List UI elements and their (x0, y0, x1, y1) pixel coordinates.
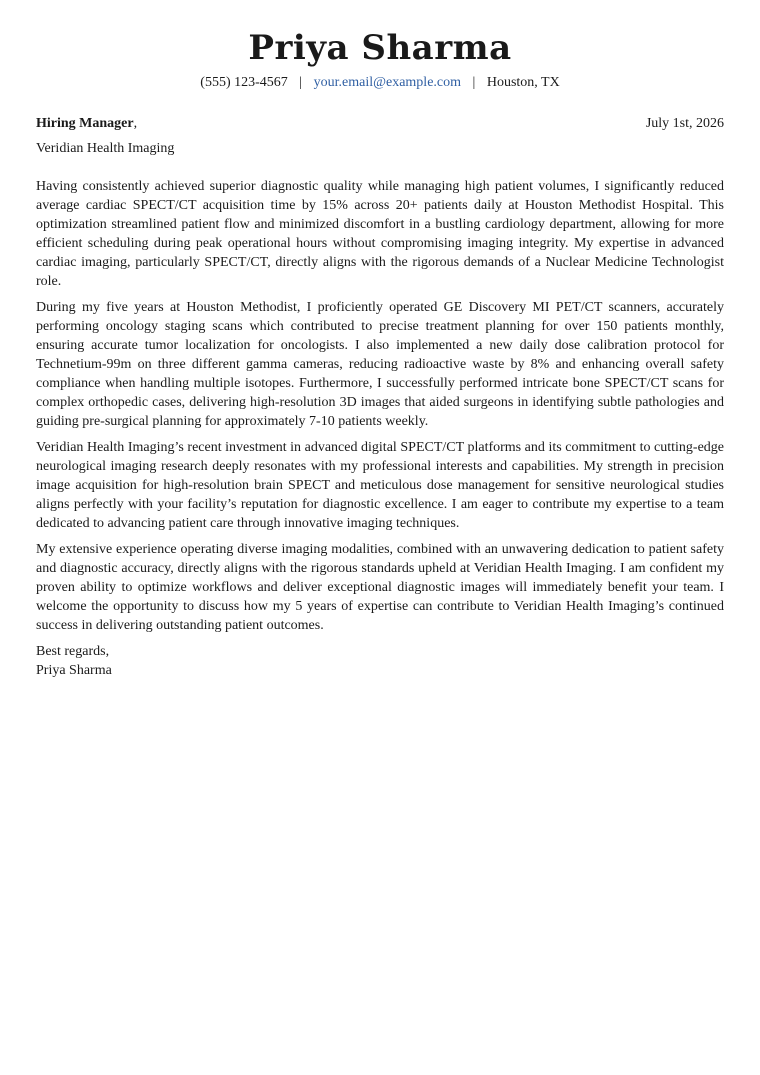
closing-salutation: Best regards, (36, 644, 110, 659)
contact-separator: | (472, 75, 476, 90)
letter-closing (36, 642, 724, 680)
contact-separator: | (299, 75, 303, 90)
location: Houston, TX (486, 75, 560, 90)
greeting (36, 114, 137, 133)
recipient-company: Veridian Health Imaging (36, 141, 175, 156)
email-link[interactable]: your.email@example.com (313, 75, 462, 90)
recipient-row (36, 114, 724, 133)
body-paragraph: Veridian Health Imaging’s recent investment in advanced digital SPECT/CT platforms and its commitment to cutting-edge neurological imaging research deeply resonates with my professional interests and capabilities. My strength in precision image acquisition for high-resolution brain SPECT and meticulous dose management for sensitive neurological studies aligns perfectly with your facility’s reputation for diagnostic excellence. I am eager to contribute my expertise to a team dedicated to advancing patient care through innovative imaging techniques. (36, 440, 724, 531)
body-paragraph: During my five years at Houston Methodist, I proficiently operated GE Discovery MI PET/CT scanners, accurately performing oncology staging scans which contributed to precise treatment planning for over 150 patients monthly, ensuring accurate tumor localization for oncologists. I also implemented a new daily dose calibration protocol for Technetium-99m on three different gamma cameras, reducing radioactive waste by 8% and enhancing overall safety compliance when handling multiple isotopes. Furthermore, I successfully performed intricate bone SPECT/CT scans for complex orthopedic cases, delivering high-resolution 3D images that aided surgeons in identifying subtle pathologies and guiding pre-surgical planning for approximately 7-10 patients weekly. (36, 300, 724, 429)
letter-date: July 1st, 2026 (645, 116, 724, 131)
greeting-punctuation: , (133, 116, 138, 131)
recipient-name: Hiring Manager (36, 116, 134, 131)
phone-number: (555) 123-4567 (200, 75, 288, 90)
signature-name: Priya Sharma (36, 663, 112, 678)
letter-body (36, 177, 724, 635)
applicant-name: Priya Sharma (248, 28, 512, 68)
contact-line (36, 74, 724, 92)
body-paragraph: Having consistently achieved superior diagnostic quality while managing high patient volumes, I significantly reduced average cardiac SPECT/CT acquisition time by 15% across 20+ patients daily at Houston Methodist Hospital. This optimization streamlined patient flow and minimized discomfort in a bustling cardiology department, allowing for more efficient scheduling during peak operational hours without compromising imaging integrity. My expertise in advanced cardiac imaging, particularly SPECT/CT, directly aligns with the rigorous demands of a Nuclear Medicine Technologist role. (36, 179, 724, 289)
body-paragraph: My extensive experience operating diverse imaging modalities, combined with an unwavering dedication to patient safety and diagnostic accuracy, directly aligns with the rigorous standards upheld at Veridian Health Imaging. I am confident my proven ability to optimize workflows and deliver exceptional diagnostic images will immediately benefit your team. I welcome the opportunity to discuss how my 5 years of expertise can contribute to Veridian Health Imaging’s continued success in delivering outstanding patient outcomes. (36, 542, 724, 633)
